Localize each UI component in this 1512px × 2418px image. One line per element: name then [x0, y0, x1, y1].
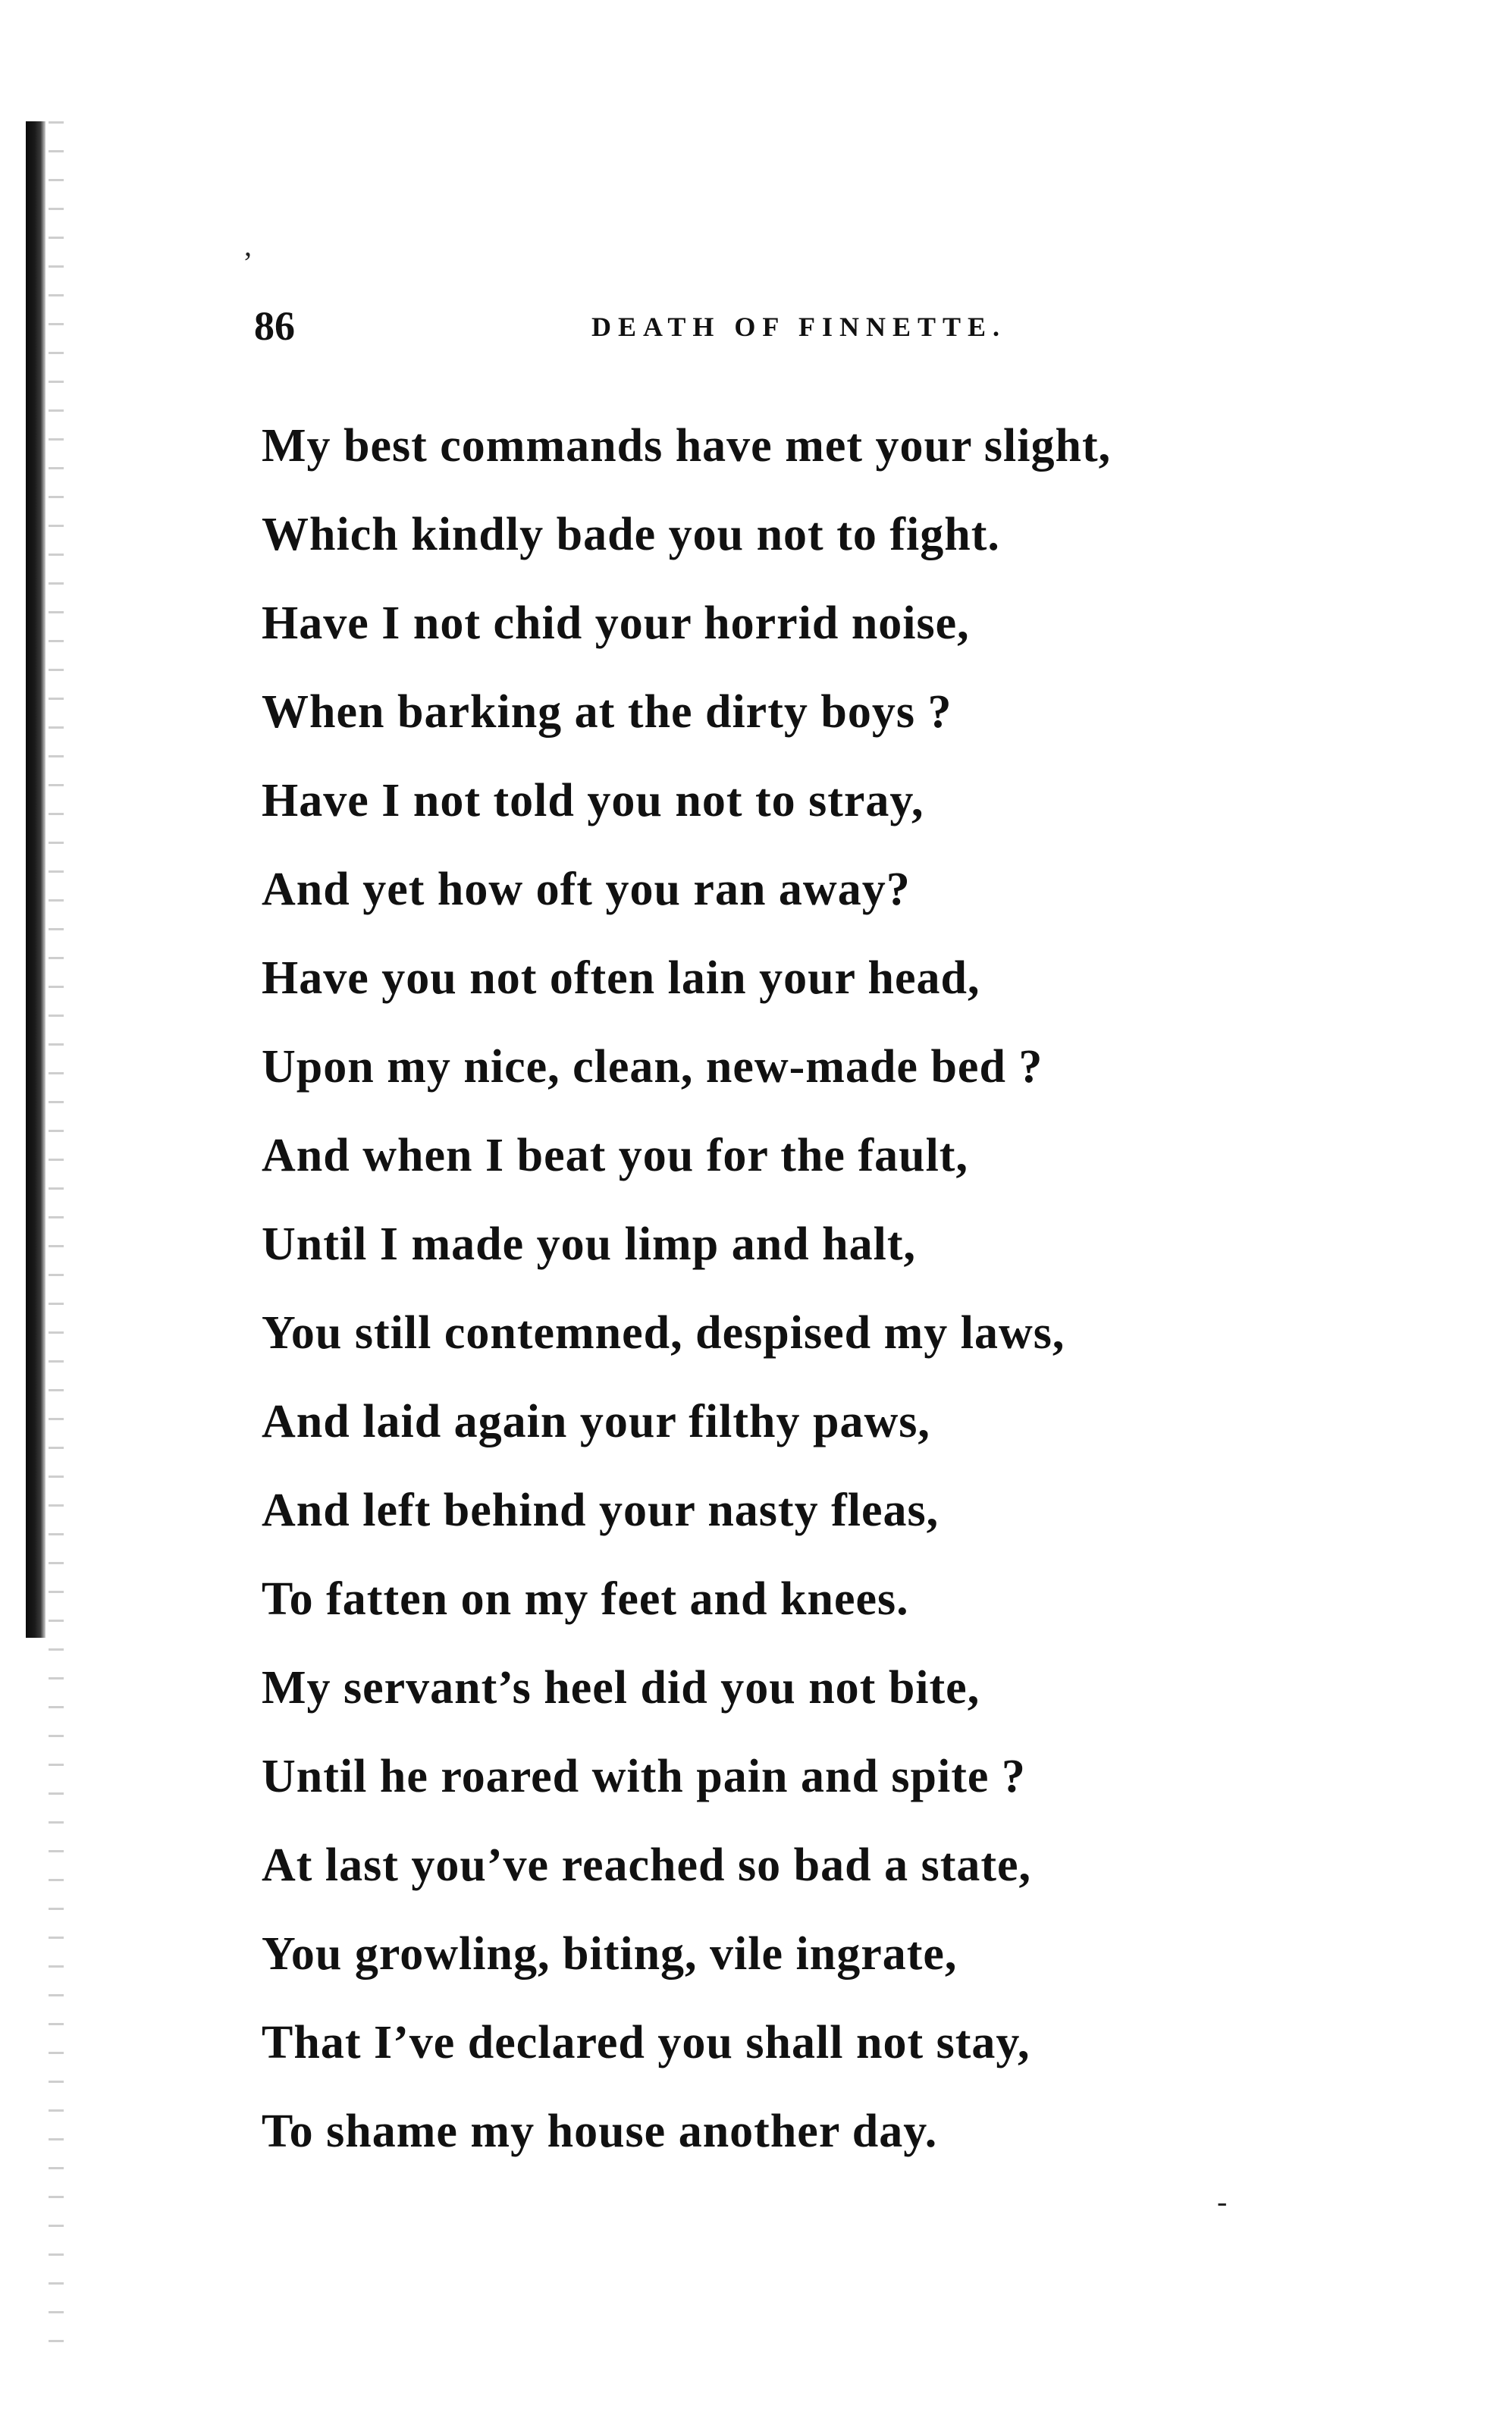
poem-line: Have I not chid your horrid noise,	[262, 597, 970, 649]
poem-line: And yet how oft you ran away?	[262, 864, 911, 915]
poem-line: Until I made you limp and halt,	[262, 1218, 917, 1270]
page-number: 86	[254, 303, 295, 349]
poem-line: Have you not often lain your head,	[262, 952, 980, 1004]
running-head	[254, 300, 1240, 353]
poem-stanza	[262, 402, 1323, 2176]
poem-line: At last you’ve reached so bad a state,	[262, 1839, 1032, 1891]
poem-line: Until he roared with pain and spite ?	[262, 1751, 1026, 1802]
running-title: DEATH OF FINNETTE.	[591, 312, 1007, 342]
poem-line: To shame my house another day.	[262, 2106, 938, 2157]
stray-mark: ,	[244, 228, 252, 262]
poem-line: And left behind your nasty fleas,	[262, 1485, 940, 1536]
stray-mark: -	[1217, 2184, 1228, 2219]
poem-line: My best commands have met your slight,	[262, 420, 1112, 472]
poem-line: You growling, biting, vile ingrate,	[262, 1928, 958, 1980]
poem-line: My servant’s heel did you not bite,	[262, 1662, 980, 1714]
poem-line: And when I beat you for the fault,	[262, 1130, 968, 1181]
poem-line: That I’ve declared you shall not stay,	[262, 2017, 1030, 2068]
poem-line: Have I not told you not to stray,	[262, 775, 924, 826]
poem-line: You still contemned, despised my laws,	[262, 1307, 1065, 1359]
poem-line: To fatten on my feet and knees.	[262, 1573, 909, 1625]
poem-line: Upon my nice, clean, new-made bed ?	[262, 1041, 1043, 1093]
poem-line: And laid again your filthy paws,	[262, 1396, 930, 1447]
poem-line: Which kindly bade you not to fight.	[262, 509, 1000, 560]
binding-gutter	[26, 121, 45, 1638]
scan-specks	[49, 121, 64, 2358]
poem-line: When barking at the dirty boys ?	[262, 686, 952, 738]
